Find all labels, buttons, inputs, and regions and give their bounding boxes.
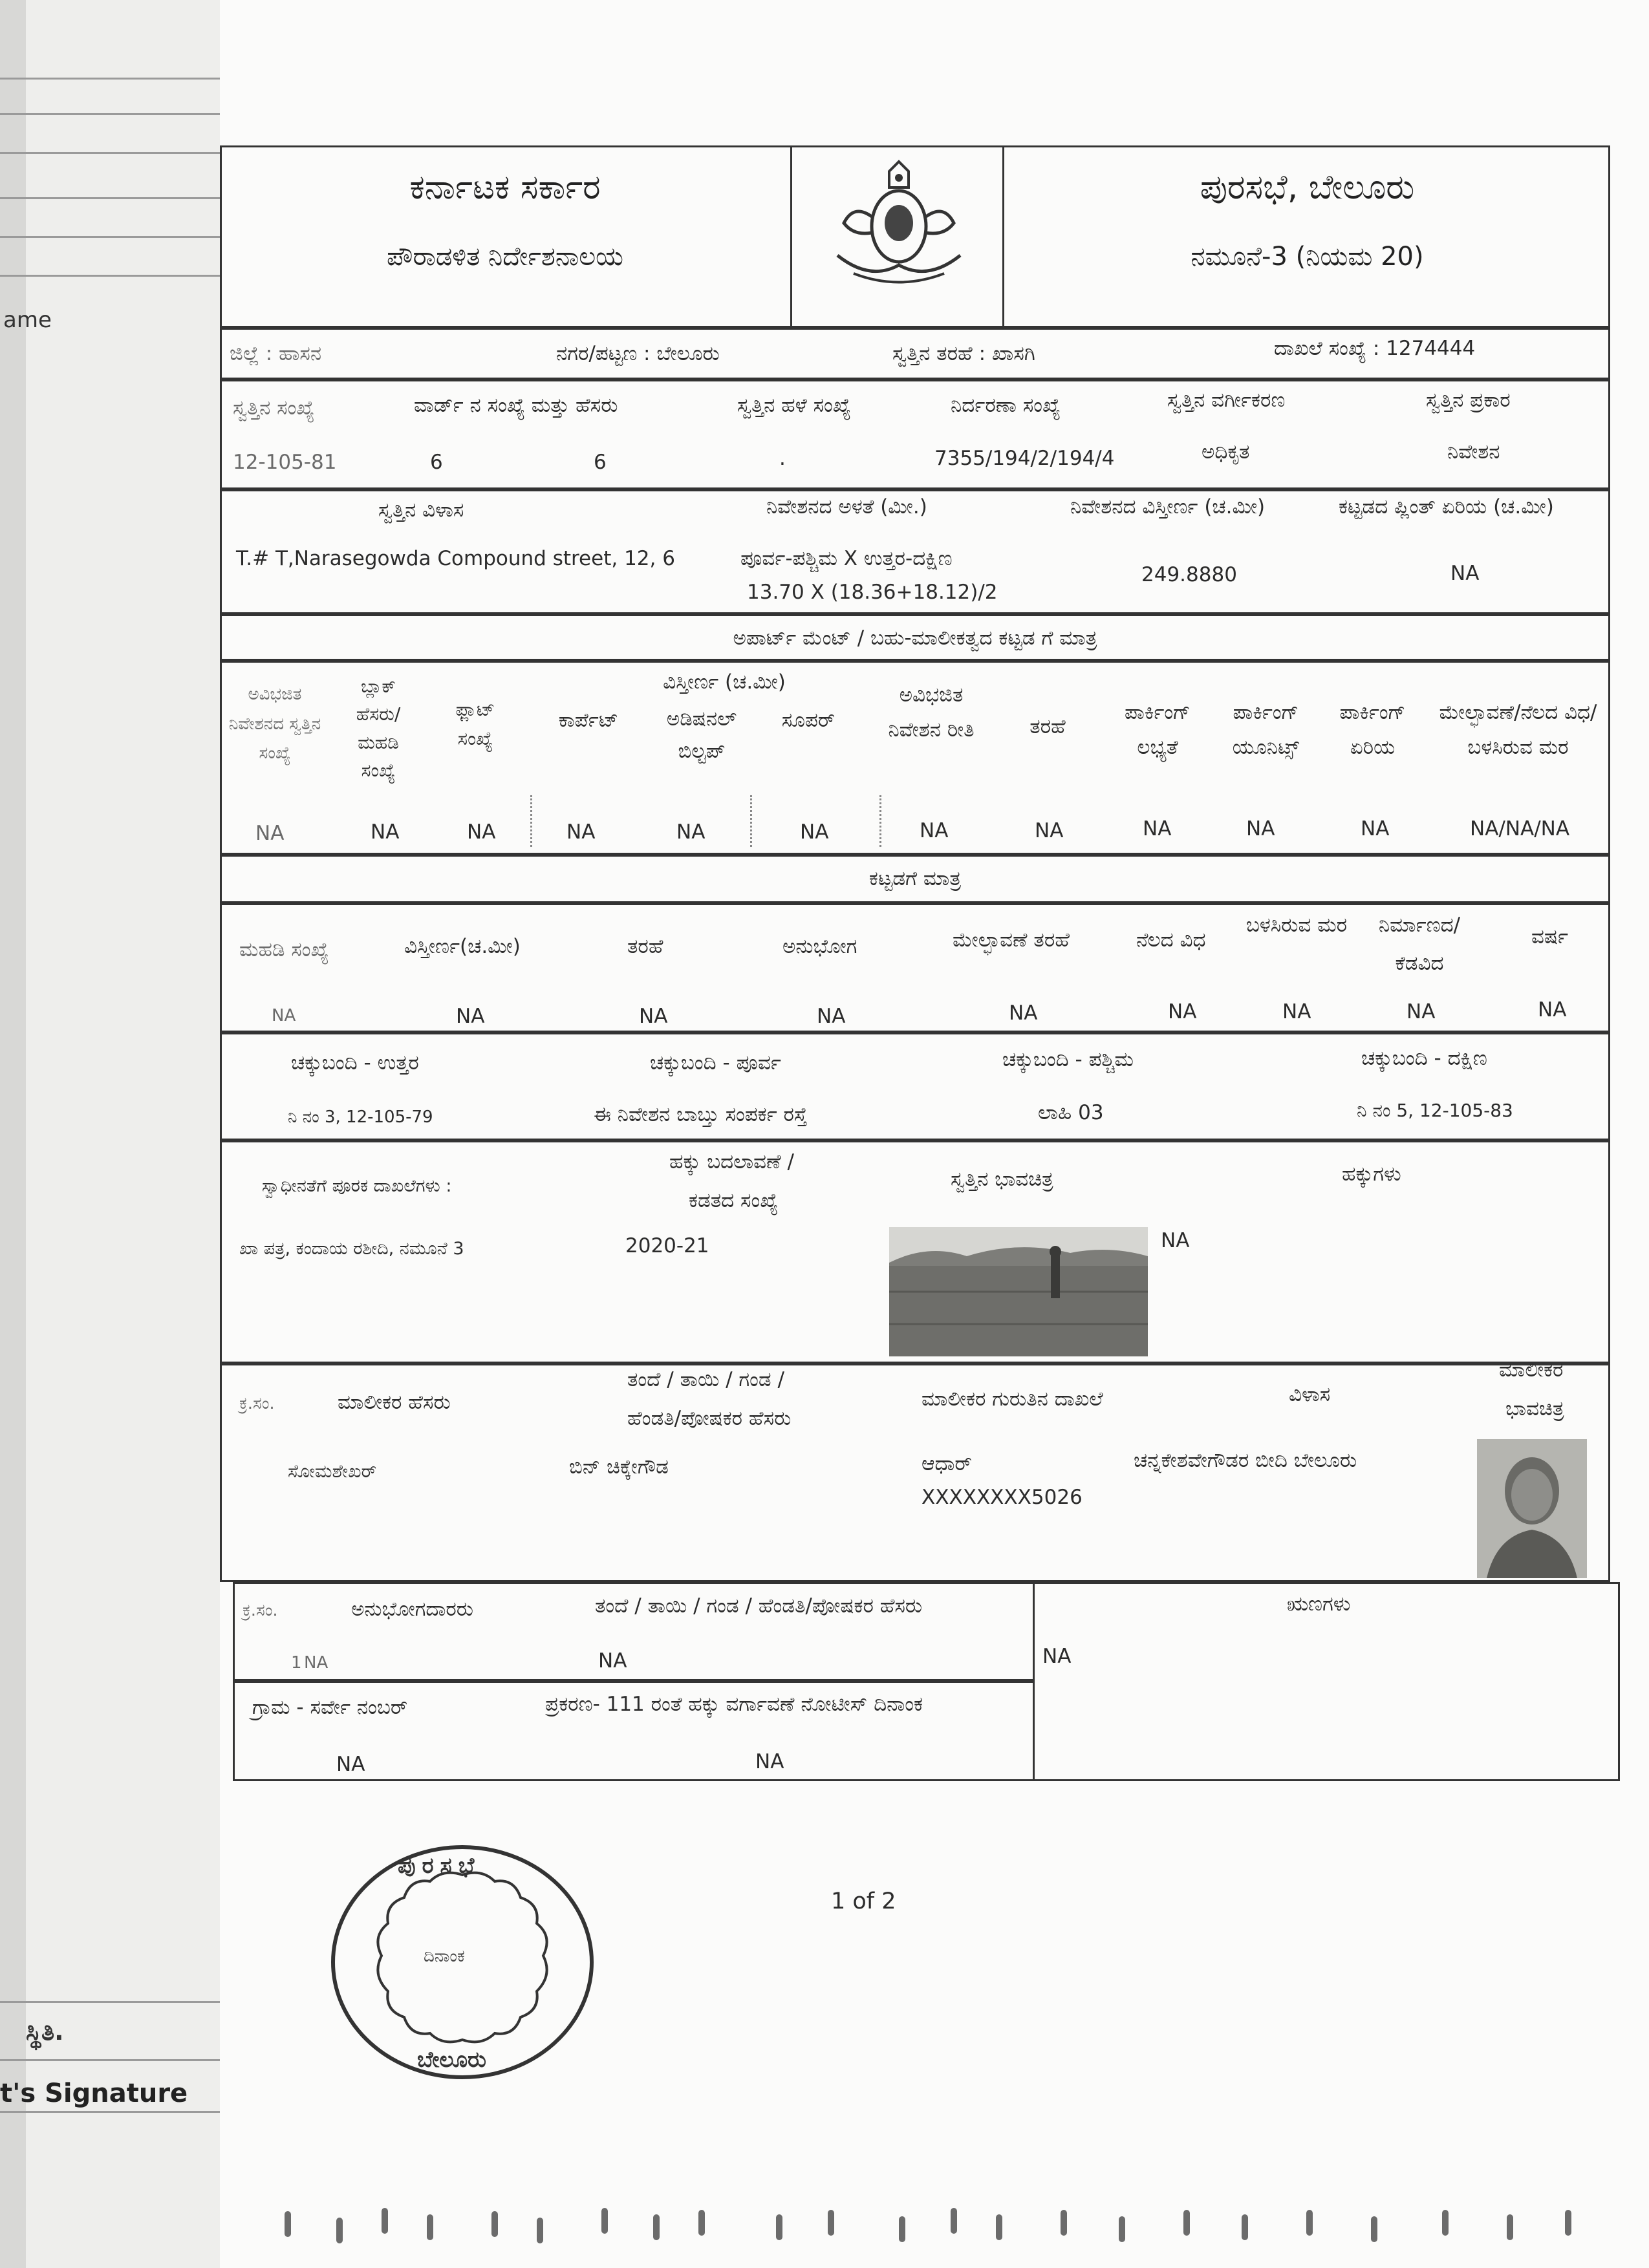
bld-col-4: ಮೇಲ್ಛಾವಣೆ ತರಹೆ xyxy=(953,928,1070,952)
owner-relation: ಬಿನ್ ಚಿಕ್ಕೇಗೌಡ xyxy=(569,1455,669,1479)
label-rights: ಹಕ್ಕುಗಳು xyxy=(1342,1162,1401,1186)
seal-top-text: ಪುರಸಭೆ xyxy=(398,1853,481,1879)
bld-val-3: NA xyxy=(817,1005,846,1028)
dimensions-line-2: 13.70 X (18.36+18.12)/2 xyxy=(747,581,998,604)
label-boundary-west: ಚಕ್ಕುಬಂದಿ - ಪಶ್ಚಿಮ xyxy=(1002,1048,1134,1071)
label-property-photo: ಸ್ವತ್ತಿನ ಭಾವಚಿತ್ರ xyxy=(951,1168,1053,1191)
apt-val-4: NA xyxy=(676,820,706,844)
underlying-sheet xyxy=(0,0,239,2268)
apt-val-7: NA xyxy=(1035,819,1064,842)
label-notice: ಪ್ರಕರಣ- 111 ರಂತೆ ಹಕ್ಕು ವರ್ಗಾವಣೆ ನೋಟೀಸ್ ದಿನಾಂಕ xyxy=(545,1693,923,1716)
apt-val-11: NA/NA/NA xyxy=(1470,817,1570,840)
municipal-seal xyxy=(327,1839,598,2085)
apt-col-6: ಅವಿಭಜಿತ ನಿವೇಶನ ರೀತಿ xyxy=(888,683,975,742)
label-owner-id: ಮಾಲೀಕರ ಗುರುತಿನ ದಾಖಲೆ xyxy=(921,1387,1103,1411)
occupant-sl: 1 xyxy=(291,1653,302,1673)
label-site-area: ನಿವೇಶನದ ವಿಸ್ತೀರ್ಣ (ಚ.ಮೀ) xyxy=(1070,495,1266,519)
owner-name: ಸೋಮಶೇಖರ್ xyxy=(288,1460,377,1482)
apt-val-10: NA xyxy=(1361,817,1390,840)
bld-col-7: ನಿರ್ಮಾಣದ/ ಕೆಡವಿದ xyxy=(1378,914,1461,975)
liabilities-value: NA xyxy=(1042,1645,1072,1668)
boundary-south: ನಿ ನಂ 5, 12-105-83 xyxy=(1357,1100,1513,1121)
label-transfer-2: ಕಡತದ ಸಂಖ್ಯೆ xyxy=(689,1189,779,1212)
label-owner-photo-1: ಮಾಲೀಕರ xyxy=(1499,1358,1564,1382)
record-number: ದಾಖಲೆ ಸಂಖ್ಯೆ : 1274444 xyxy=(1274,337,1476,360)
form-number: ನಮೂನೆ-3 (ನಿಯಮ 20) xyxy=(1191,242,1424,272)
label-old-no: ಸ್ವತ್ತಿನ ಹಳೆ ಸಂಖ್ಯೆ xyxy=(737,394,851,417)
label-relation-2: ಹೆಂಡತಿ/ಪೋಷಕರ ಹೆಸರು xyxy=(627,1407,792,1430)
label-transfer-1: ಹಕ್ಕು ಬದಲಾವಣೆ / xyxy=(669,1150,794,1173)
district: ಜಿಲ್ಲೆ : ಹಾಸನ xyxy=(230,342,322,365)
town: ನಗರ/ಪಟ್ಟಣ : ಬೇಲೂರು xyxy=(556,342,720,365)
label-owner-address: ವಿಳಾಸ xyxy=(1289,1383,1331,1406)
apt-col-2: ಫ್ಲಾಟ್ ಸಂಖ್ಯೆ xyxy=(455,698,495,749)
dimensions-line-1: ಪೂರ್ವ-ಪಶ್ಚಿಮ X ಉತ್ತರ-ದಕ್ಷಿಣ xyxy=(740,547,953,570)
label-relation-1: ತಂದೆ / ತಾಯಿ / ಗಂಡ / xyxy=(627,1368,784,1391)
bld-val-6: NA xyxy=(1282,1000,1311,1023)
label-dimensions: ನಿವೇಶನದ ಅಳತೆ (ಮೀ.) xyxy=(766,495,927,519)
owner-photo xyxy=(1477,1439,1587,1578)
boundary-east: ಈ ನಿವೇಶನ ಬಾಬ್ತು ಸಂಪರ್ಕ ರಸ್ತೆ xyxy=(594,1103,808,1126)
supporting-docs: ಖಾ ಪತ್ರ, ಕಂದಾಯ ರಶೀದಿ, ನಮೂನೆ 3 xyxy=(239,1239,464,1259)
property-photo xyxy=(889,1227,1148,1356)
label-occupant: ಅನುಭೋಗದಾರರು xyxy=(351,1598,474,1621)
apt-val-2: NA xyxy=(467,820,496,844)
apt-col-9: ಪಾರ್ಕಿಂಗ್ ಯೂನಿಟ್ಸ್ xyxy=(1232,701,1300,760)
label-liabilities: ಋಣಗಳು xyxy=(1287,1592,1351,1616)
apt-col-1: ಬ್ಲಾಕ್ ಹೆಸರು/ ಮಹಡಿ ಸಂಖ್ಯೆ xyxy=(356,676,401,782)
occupant-name: NA xyxy=(304,1653,329,1673)
apt-val-9: NA xyxy=(1246,817,1275,840)
bld-col-3: ಅನುಭೋಗ xyxy=(782,935,857,958)
assessment-no: 7355/194/2/194/4 xyxy=(934,447,1115,470)
apt-val-6: NA xyxy=(920,819,949,842)
bld-val-7: NA xyxy=(1406,1000,1436,1023)
apt-col-5: ಸೂಪರ್ xyxy=(781,709,835,732)
bld-col-5: ನೆಲದ ವಿಧ xyxy=(1136,928,1206,952)
department-title: ಪೌರಾಡಳಿತ ನಿರ್ದೇಶನಾಲಯ xyxy=(387,242,623,272)
page-indicator: 1 of 2 xyxy=(831,1888,896,1914)
survey-value: NA xyxy=(336,1753,365,1776)
applicant-signature-label: t's Signature xyxy=(0,2079,188,2108)
classification: ಅಧಿಕೃತ xyxy=(1202,440,1250,464)
owner-address: ಚನ್ನಕೇಶವೇಗೌಡರ ಬೀದಿ ಬೇಲೂರು xyxy=(1134,1449,1357,1472)
apartment-area-group: ವಿಸ್ತೀರ್ಣ (ಚ.ಮೀ) xyxy=(663,670,786,694)
ward-name: 6 xyxy=(594,451,607,474)
label-occupant-relation: ತಂದೆ / ತಾಯಿ / ಗಂಡ / ಹೆಂಡತಿ/ಪೋಷಕರ ಹೆಸರು xyxy=(595,1594,923,1618)
label-assessment-no: ನಿರ್ದರಣಾ ಸಂಖ್ಯೆ xyxy=(951,394,1061,417)
bld-val-4: NA xyxy=(1009,1001,1038,1025)
bld-col-1: ವಿಸ್ತೀರ್ಣ(ಚ.ಮೀ) xyxy=(404,935,521,958)
apt-col-10: ಪಾರ್ಕಿಂಗ್ ಏರಿಯ xyxy=(1339,701,1406,760)
bld-col-8: ವರ್ಷ xyxy=(1531,925,1569,948)
apartment-title: ಅಪಾರ್ಟ್ ಮೆಂಟ್ / ಬಹು-ಮಾಲೀಕತ್ವದ ಕಟ್ಟಡ ಗೆ ಮಾತ್ರ xyxy=(733,626,1097,650)
seal-inner-text: ದಿನಾಂಕ xyxy=(424,1947,465,1966)
label-property-no: ಸ್ವತ್ತಿನ ಸಂಖ್ಯೆ xyxy=(233,396,315,420)
old-no: . xyxy=(779,447,786,470)
bld-col-2: ತರಹೆ xyxy=(627,935,663,958)
property-kind: ನಿವೇಶನ xyxy=(1447,440,1500,464)
label-survey: ಗ್ರಾಮ - ಸರ್ವೇ ನಂಬರ್ xyxy=(252,1696,408,1719)
bld-val-5: NA xyxy=(1168,1000,1197,1023)
underlay-scribble: ಸ್ಥಿತಿ. xyxy=(26,2017,64,2046)
plinth-area: NA xyxy=(1450,562,1480,585)
bld-val-1: NA xyxy=(456,1005,485,1028)
boundary-north: ನಿ ನಂ 3, 12-105-79 xyxy=(288,1107,433,1127)
label-owner-sl: ಕ್ರ.ಸಂ. xyxy=(239,1394,275,1413)
property-type: ಸ್ವತ್ತಿನ ತರಹೆ : ಖಾಸಗಿ xyxy=(892,342,1035,365)
apt-col-0: ಅವಿಭಜಿತ ನಿವೇಶನದ ಸ್ವತ್ತಿನ ಸಂಖ್ಯೆ xyxy=(228,685,321,763)
bld-col-6: ಬಳಸಿರುವ ಮರ xyxy=(1245,914,1348,937)
apt-val-0: NA xyxy=(255,822,285,845)
label-boundary-east: ಚಕ್ಕುಬಂದಿ - ಪೂರ್ವ xyxy=(650,1051,781,1075)
label-supporting-docs: ಸ್ವಾಧೀನತೆಗೆ ಪೂರಕ ದಾಖಲೆಗಳು : xyxy=(262,1176,452,1196)
bld-val-2: NA xyxy=(639,1005,668,1028)
ward-no: 6 xyxy=(430,451,443,474)
site-area: 249.8880 xyxy=(1141,563,1237,586)
seal-bottom-text: ಬೇಲೂರು xyxy=(417,2047,486,2073)
bld-val-8: NA xyxy=(1538,998,1567,1022)
property-no: 12-105-81 xyxy=(233,451,337,474)
property-address: T.# T,Narasegowda Compound street, 12, 6 xyxy=(236,547,675,570)
state-title: ಕರ್ನಾಟಕ ಸರ್ಕಾರ xyxy=(409,168,601,207)
apt-val-5: NA xyxy=(800,820,829,844)
underlay-edge-text: ame xyxy=(3,307,52,333)
label-owner-name: ಮಾಲೀಕರ ಹೆಸರು xyxy=(338,1391,451,1414)
occupant-relation: NA xyxy=(598,1649,627,1673)
notice-value: NA xyxy=(755,1750,784,1773)
bld-col-0: ಮಹಡಿ ಸಂಖ್ಯೆ xyxy=(239,938,329,961)
bld-val-0: NA xyxy=(272,1006,296,1025)
label-owner-photo-2: ಭಾವಚಿತ್ರ xyxy=(1505,1397,1564,1420)
building-title: ಕಟ್ಟಡಗೆ ಮಾತ್ರ xyxy=(868,867,962,890)
label-kind: ಸ್ವತ್ತಿನ ಪ್ರಕಾರ xyxy=(1426,389,1511,412)
label-occupant-sl: ಕ್ರ.ಸಂ. xyxy=(242,1601,278,1620)
state-emblem-icon xyxy=(818,158,980,294)
label-address: ಸ್ವತ್ತಿನ ವಿಳಾಸ xyxy=(378,498,464,522)
label-plinth-area: ಕಟ್ಟಡದ ಪ್ಲಿಂತ್ ಏರಿಯ (ಚ.ಮೀ) xyxy=(1339,495,1554,519)
apt-val-1: NA xyxy=(371,820,400,844)
label-boundary-south: ಚಕ್ಕುಬಂದಿ - ದಕ್ಷಿಣ xyxy=(1361,1047,1487,1070)
apt-col-4: ಅಡಿಷನಲ್ ಬಿಲ್ಟಪ್ xyxy=(666,707,737,763)
municipality-title: ಪುರಸಭೆ, ಬೇಲೂರು xyxy=(1200,168,1415,207)
transfer-file-no: 2020-21 xyxy=(625,1234,709,1257)
label-boundary-north: ಚಕ್ಕುಬಂದಿ - ಉತ್ತರ xyxy=(291,1051,419,1075)
owner-id-number: XXXXXXXX5026 xyxy=(921,1486,1083,1509)
label-classification: ಸ್ವತ್ತಿನ ವರ್ಗೀಕರಣ xyxy=(1167,389,1286,412)
apt-col-7: ತರಹೆ xyxy=(1029,715,1066,738)
apt-col-3: ಕಾರ್ಪೆಟ್ xyxy=(558,709,619,732)
apt-val-8: NA xyxy=(1143,817,1172,840)
rights-value: NA xyxy=(1161,1229,1190,1252)
apt-val-3: NA xyxy=(566,820,596,844)
owner-id-type: ಆಧಾರ್ xyxy=(921,1452,972,1475)
apt-col-11: ಮೇಲ್ಛಾವಣೆ/ನೆಲದ ವಿಧ/ಬಳಸಿರುವ ಮರ xyxy=(1439,701,1597,760)
apt-col-8: ಪಾರ್ಕಿಂಗ್ ಲಭ್ಯತೆ xyxy=(1125,701,1191,760)
label-ward: ವಾರ್ಡ್ ನ ಸಂಖ್ಯೆ ಮತ್ತು ಹೆಸರು xyxy=(414,394,618,417)
boundary-west: ಲಾಹಿ 03 xyxy=(1038,1101,1104,1124)
